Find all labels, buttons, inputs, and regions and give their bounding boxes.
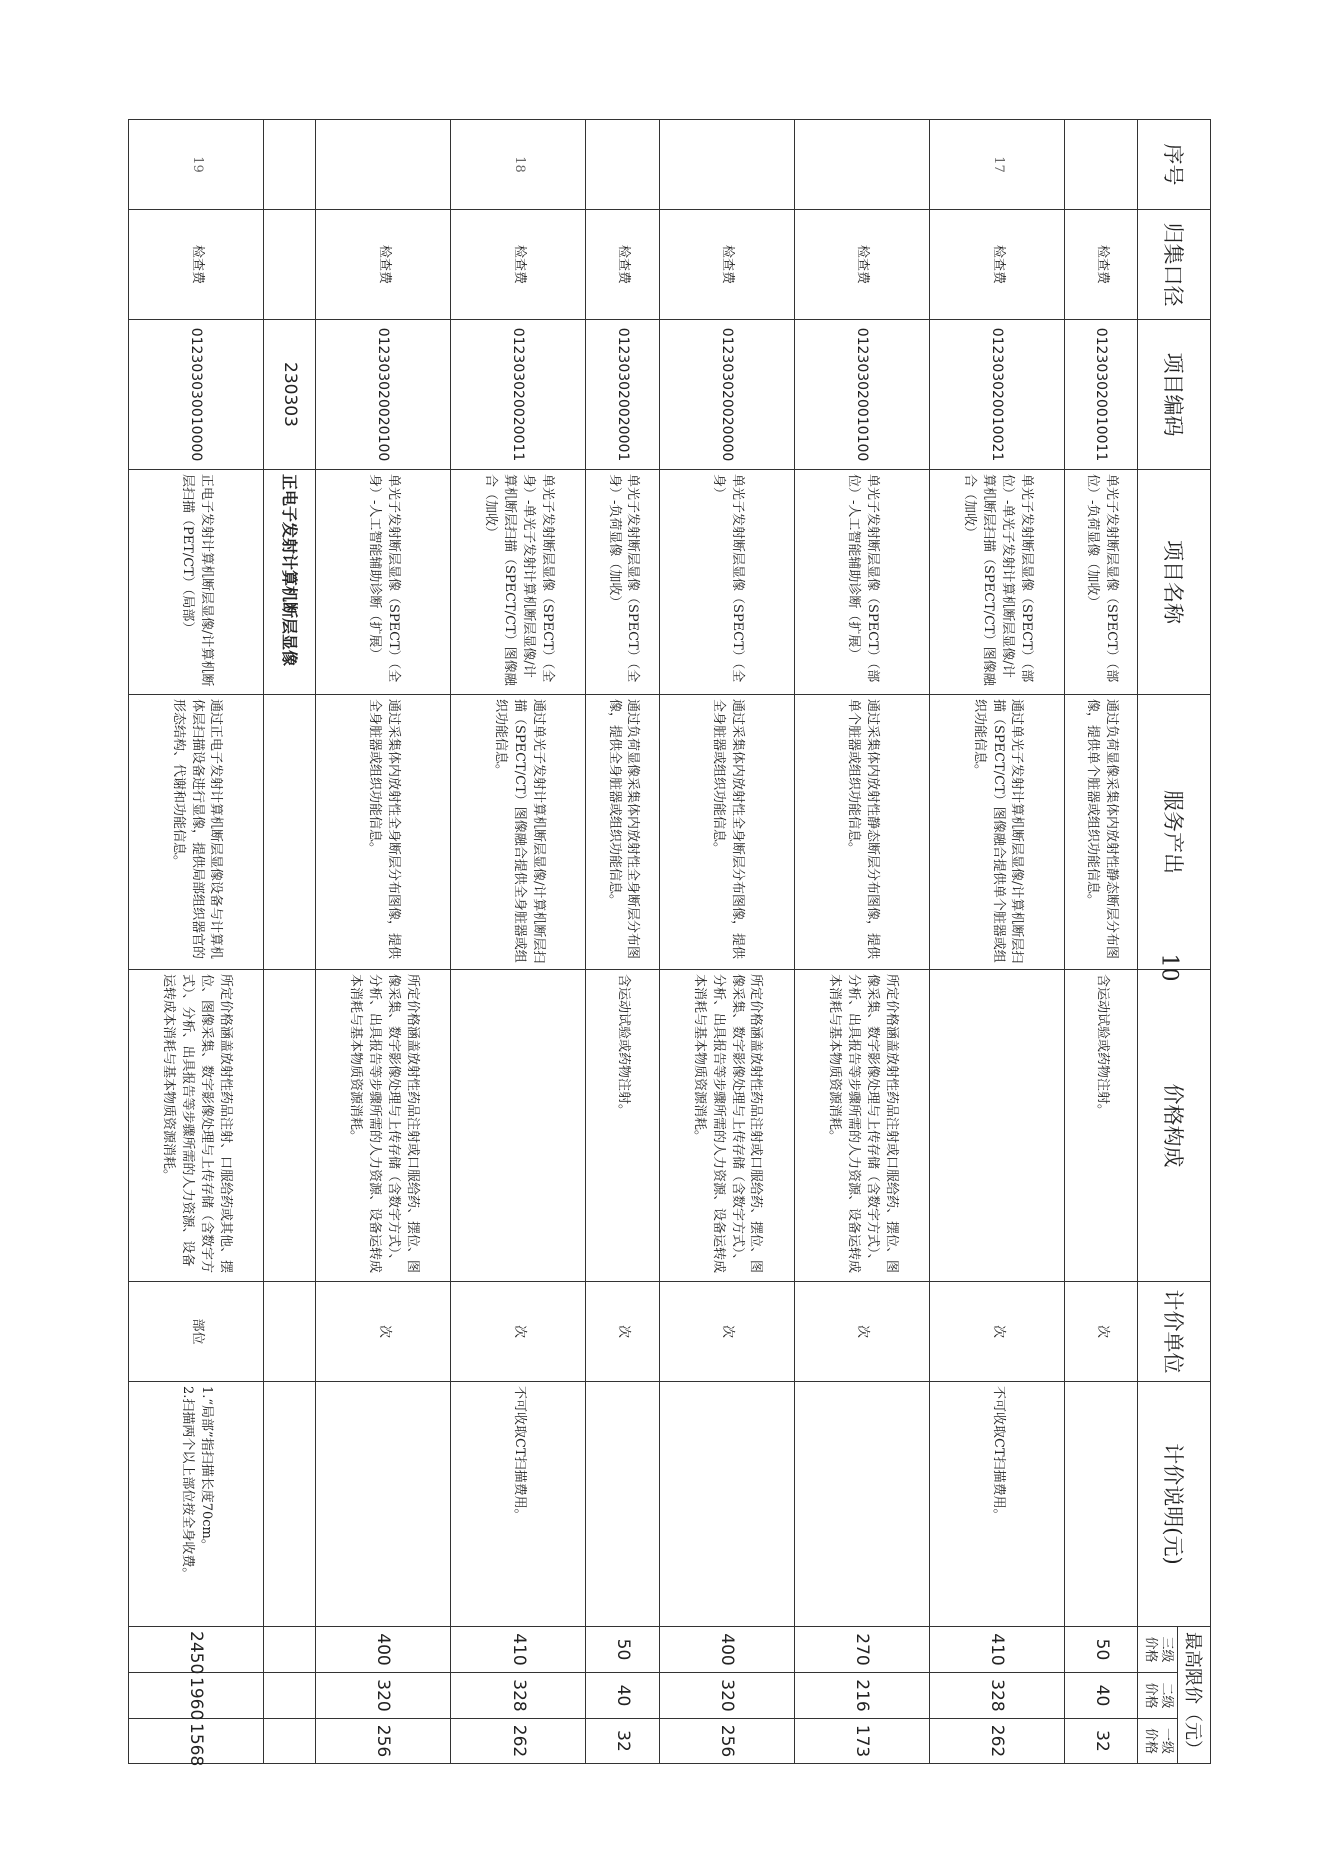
note-cell: [586, 1382, 659, 1627]
price-level3: 410: [930, 1627, 1065, 1673]
code-cell: 012303030010000: [129, 320, 264, 470]
table-row: [659, 120, 794, 1764]
header-level1: 一级价格: [1138, 1719, 1178, 1764]
output-cell: 通过正电子发射计算机断层显像设备与计算机体层扫描设备进行显像，提供局部组织器官的形态结构、代谢和功能信息。: [129, 695, 264, 970]
header-unit: 计价单位: [1138, 1282, 1211, 1382]
price-level1: 32: [586, 1719, 659, 1764]
caliber-cell: 检查费: [659, 210, 794, 320]
table-row: [586, 120, 659, 1764]
category-seq-cell: [264, 120, 316, 210]
table-row: [316, 120, 451, 1764]
table-row: [794, 120, 929, 1764]
output-cell: 通过单光子发射计算机断层显像/计算机断层扫描（SPECT/CT）图像融合提供单个脏器或组织功能信息。: [930, 695, 1065, 970]
price-level1: 256: [316, 1719, 451, 1764]
price-level2: 328: [451, 1673, 586, 1719]
code-cell: 012303020010100: [794, 320, 929, 470]
note-cell: [129, 1382, 264, 1627]
code-cell: 012303020020100: [316, 320, 451, 470]
seq-cell: 17: [930, 120, 1065, 210]
price-level2: 320: [316, 1673, 451, 1719]
category-empty-cell: [264, 970, 316, 1282]
unit-cell: 次: [659, 1282, 794, 1382]
composition-cell: 所定价格涵盖放射性药品注射、口服给药或其他、摆位、图像采集、数字影像处理与上传存储（含数字方式）、分析、出具报告等步骤所需的人力资源、设备运转成本消耗与基本物质资源消耗。: [129, 970, 264, 1282]
composition-cell: 所定价格涵盖放射性药品注射或口服给药、摆位、图像采集、数字影像处理与上传存储（含数字方式）、分析、出具报告等步骤所需的人力资源、设备运转成本消耗与基本物质资源消耗。: [659, 970, 794, 1282]
rotated-price-table: [128, 119, 1211, 1767]
name-cell: 单光子发射断层显像（SPECT）（部位）-负荷显像（加收）: [1065, 470, 1138, 695]
unit-cell: 次: [930, 1282, 1065, 1382]
seq-cell: [659, 120, 794, 210]
seq-cell: 19: [129, 120, 264, 210]
composition-cell: 含运动试验或药物注射。: [586, 970, 659, 1282]
note-cell: [659, 1382, 794, 1627]
composition-cell: [451, 970, 586, 1282]
output-cell: 通过单光子发射计算机断层显像/计算机断层扫描（SPECT/CT）图像融合提供全身脏器或组织功能信息。: [451, 695, 586, 970]
price-level2: 1960: [129, 1673, 264, 1719]
price-level3: 410: [451, 1627, 586, 1673]
note-cell: 不可收取CT扫描费用。: [930, 1382, 1065, 1627]
price-level3: 400: [316, 1627, 451, 1673]
composition-cell: 所定价格涵盖放射性药品注射或口服给药、摆位、图像采集、数字影像处理与上传存储（含数字方式）、分析、出具报告等步骤所需的人力资源、设备运转成本消耗与基本物质资源消耗。: [794, 970, 929, 1282]
composition-cell: 含运动试验或药物注射。: [1065, 970, 1138, 1282]
table-row: [129, 120, 264, 1764]
code-cell: 012303020020011: [451, 320, 586, 470]
category-empty-cell: [264, 1282, 316, 1382]
code-cell: 012303020010021: [930, 320, 1065, 470]
caliber-cell: 检查费: [586, 210, 659, 320]
price-table: [128, 119, 1211, 1767]
header-name: 项目名称: [1138, 470, 1211, 695]
note-cell: [316, 1382, 451, 1627]
seq-cell: 18: [451, 120, 586, 210]
unit-cell: 部位: [129, 1282, 264, 1382]
caliber-cell: 检查费: [930, 210, 1065, 320]
seq-cell: [1065, 120, 1138, 210]
caliber-cell: 检查费: [794, 210, 929, 320]
category-caliber-cell: [264, 210, 316, 320]
composition-cell: [930, 970, 1065, 1282]
price-level2: 320: [659, 1673, 794, 1719]
category-empty-cell: [264, 1382, 316, 1627]
note-line-1: 1.“局部”指扫描长度70cm。: [198, 1386, 214, 1552]
price-level1: 173: [794, 1719, 929, 1764]
header-output: 服务产出: [1138, 695, 1211, 970]
header-max-price: 最高限价（元）: [1178, 1627, 1211, 1764]
unit-cell: 次: [451, 1282, 586, 1382]
price-level2: 328: [930, 1673, 1065, 1719]
header-row: [1178, 120, 1211, 1764]
price-level2: 40: [586, 1673, 659, 1719]
category-empty-cell: [264, 695, 316, 970]
price-level1: 262: [451, 1719, 586, 1764]
price-level1: 32: [1065, 1719, 1138, 1764]
output-cell: 通过采集体内放射性全身断层分布图像，提供全身脏器或组织功能信息。: [316, 695, 451, 970]
name-cell: 单光子发射断层显像（SPECT）（部位）-人工智能辅助诊断（扩展）: [794, 470, 929, 695]
header-seq: 序号: [1138, 120, 1211, 210]
code-cell: 012303020010011: [1065, 320, 1138, 470]
price-level1: 1568: [129, 1719, 264, 1764]
caliber-cell: 检查费: [129, 210, 264, 320]
price-level3: 400: [659, 1627, 794, 1673]
price-level3: 2450: [129, 1627, 264, 1673]
note-cell: 不可收取CT扫描费用。: [451, 1382, 586, 1627]
category-empty-cell: [264, 1719, 316, 1764]
category-empty-cell: [264, 1627, 316, 1673]
header-note: 计价说明(元): [1138, 1382, 1211, 1627]
code-cell: 012303020020001: [586, 320, 659, 470]
price-level3: 50: [1065, 1627, 1138, 1673]
note-cell: [1065, 1382, 1138, 1627]
name-cell: 单光子发射断层显像（SPECT）（部位）-单光子发射计算机断层显像/计算机断层扫描（SPECT/CT）图像融合（加收）: [930, 470, 1065, 695]
seq-cell: [316, 120, 451, 210]
category-row: [264, 120, 316, 1764]
price-level2: 40: [1065, 1673, 1138, 1719]
category-name: 正电子发射计算机断层显像: [264, 470, 316, 695]
seq-cell: [586, 120, 659, 210]
price-level3: 50: [586, 1627, 659, 1673]
table-row: [1065, 120, 1138, 1764]
seq-cell: [794, 120, 929, 210]
output-cell: 通过采集体内放射性全身断层分布图像，提供全身脏器或组织功能信息。: [659, 695, 794, 970]
note-line-2: 2.扫描两个以上部位按全身收费。: [180, 1386, 196, 1581]
name-cell: 单光子发射断层显像（SPECT）（全身）-人工智能辅助诊断（扩展）: [316, 470, 451, 695]
output-cell: 通过负荷显像采集体内放射性全身断层分布图像，提供全身脏器或组织功能信息。: [586, 695, 659, 970]
category-empty-cell: [264, 1673, 316, 1719]
header-code: 项目编码: [1138, 320, 1211, 470]
header-caliber: 归集口径: [1138, 210, 1211, 320]
header-level2: 二级价格: [1138, 1673, 1178, 1719]
name-cell: 单光子发射断层显像（SPECT）（全身）-负荷显像（加收）: [586, 470, 659, 695]
caliber-cell: 检查费: [316, 210, 451, 320]
unit-cell: 次: [1065, 1282, 1138, 1382]
table-row: [930, 120, 1065, 1764]
composition-cell: 所定价格涵盖放射性药品注射或口服给药、摆位、图像采集、数字影像处理与上传存储（含数字方式）、分析、出具报告等步骤所需的人力资源、设备运转成本消耗与基本物质资源消耗。: [316, 970, 451, 1282]
unit-cell: 次: [316, 1282, 451, 1382]
caliber-cell: 检查费: [451, 210, 586, 320]
header-composition: 价格构成: [1138, 970, 1211, 1282]
price-level1: 256: [659, 1719, 794, 1764]
output-cell: 通过负荷显像采集体内放射性静态断层分布图像，提供单个脏器或组织功能信息。: [1065, 695, 1138, 970]
caliber-cell: 检查费: [1065, 210, 1138, 320]
category-code: 230303: [264, 320, 316, 470]
name-cell: 单光子发射断层显像（SPECT）（全身）: [659, 470, 794, 695]
page-number: 10: [1156, 953, 1182, 982]
unit-cell: 次: [586, 1282, 659, 1382]
unit-cell: 次: [794, 1282, 929, 1382]
note-cell: [794, 1382, 929, 1627]
price-level3: 270: [794, 1627, 929, 1673]
name-cell: 正电子发射计算机断层显像/计算机断层扫描（PET/CT）（局部）: [129, 470, 264, 695]
output-cell: 通过采集体内放射性静态断层分布图像，提供单个脏器或组织功能信息。: [794, 695, 929, 970]
price-level1: 262: [930, 1719, 1065, 1764]
price-level2: 216: [794, 1673, 929, 1719]
table-row: [451, 120, 586, 1764]
name-cell: 单光子发射断层显像（SPECT）（全身）-单光子发射计算机断层显像/计算机断层扫描（SPECT/CT）图像融合（加收）: [451, 470, 586, 695]
code-cell: 012303020020000: [659, 320, 794, 470]
header-level3: 三级价格: [1138, 1627, 1178, 1673]
